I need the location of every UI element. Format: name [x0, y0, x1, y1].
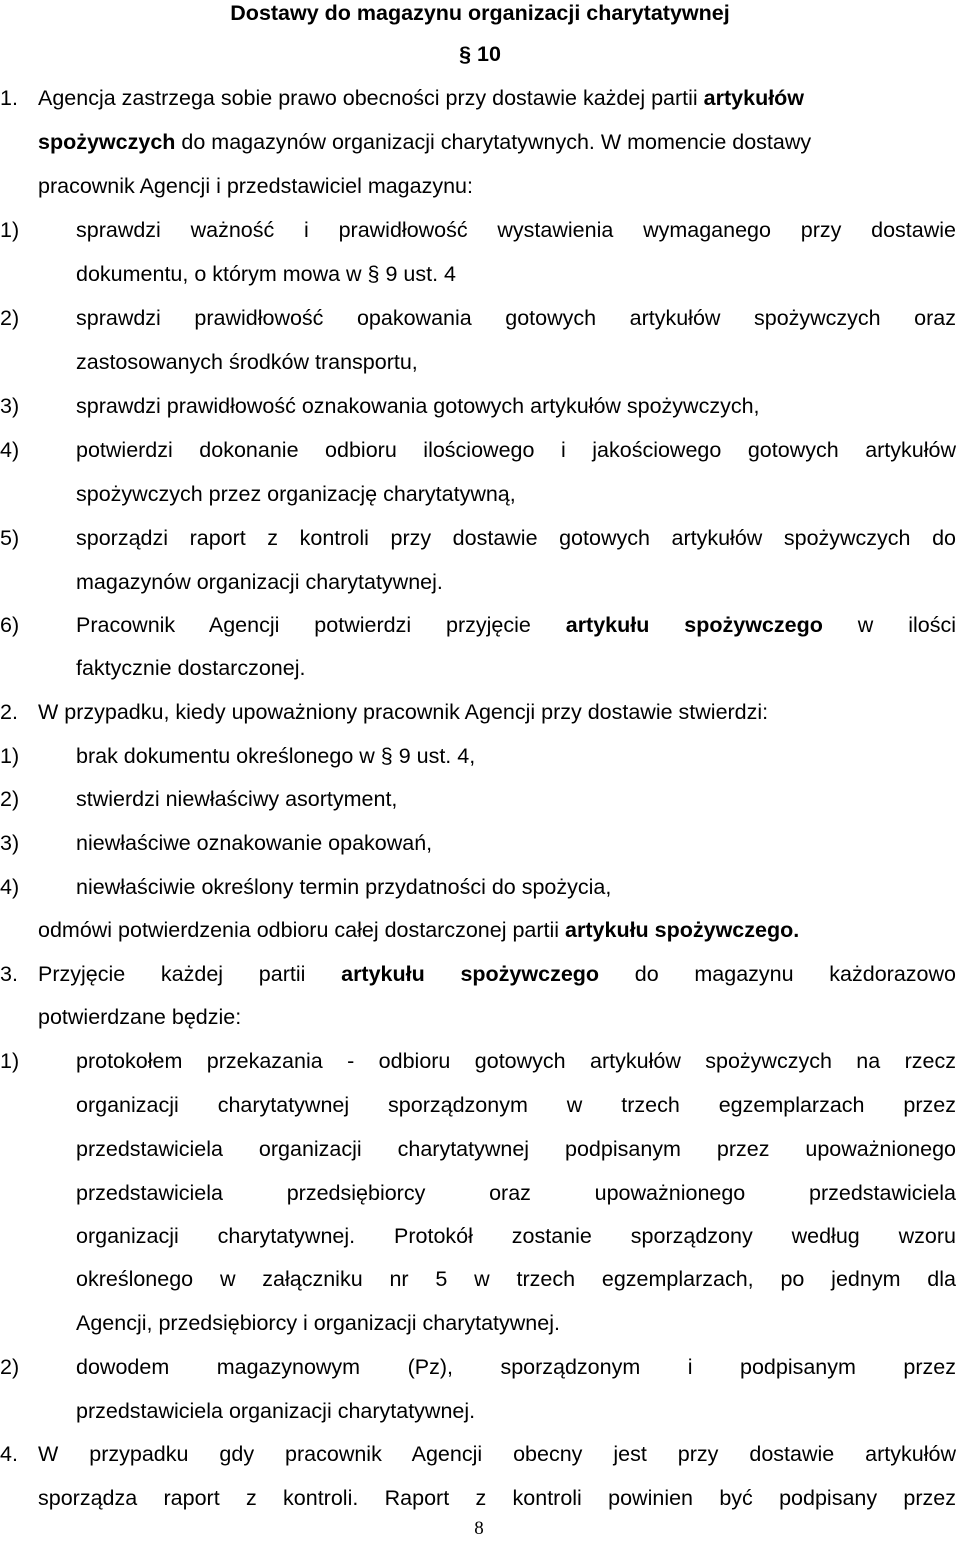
p2-item-3-line-1: niewłaściwe oznakowanie opakowań,: [76, 831, 433, 855]
p3-item-1-line-4: przedstawiciela przedsiębiorcy oraz upoważnionego przedstawiciela: [76, 1181, 956, 1205]
p3-item-1-line-3: przedstawiciela organizacji charytatywnej podpisanym przez upoważnionego: [76, 1137, 956, 1161]
p2-item-2-number: 2): [0, 787, 20, 811]
p1-item-5-line-2: magazynów organizacji charytatywnej.: [76, 570, 443, 594]
paragraph-2-tail: odmówi potwierdzenia odbioru całej dostarczonej partii artykułu spożywczego.: [38, 918, 800, 942]
paragraph-4-line-1: W przypadku gdy pracownik Agencji obecny jest przy dostawie artykułów: [38, 1442, 956, 1466]
p2-item-1-number: 1): [0, 744, 20, 768]
p1-item-6-number: 6): [0, 613, 20, 637]
p1-item-4-line-2: spożywczych przez organizację charytatywną,: [76, 482, 516, 506]
paragraph-1-line-3: pracownik Agencji i przedstawiciel magazynu:: [38, 174, 473, 198]
p1-item-2-line-2: zastosowanych środków transportu,: [76, 350, 418, 374]
p3-item-1-line-2: organizacji charytatywnej sporządzonym w trzech egzemplarzach przez: [76, 1093, 956, 1117]
p1-item-6-line-1: Pracownik Agencji potwierdzi przyjęcie artykułu spożywczego w ilości: [76, 613, 956, 637]
p2-item-2-line-1: stwierdzi niewłaściwy asortyment,: [76, 787, 398, 811]
paragraph-3-line-2: potwierdzane będzie:: [38, 1005, 242, 1029]
paragraph-2-line-1: W przypadku, kiedy upoważniony pracownik Agencji przy dostawie stwierdzi:: [38, 700, 769, 724]
p1-item-6-line-2: faktycznie dostarczonej.: [76, 656, 306, 680]
p3-item-1-line-6: określonego w załączniku nr 5 w trzech egzemplarzach, po jednym dla: [76, 1267, 956, 1291]
section-number: § 10: [459, 42, 501, 66]
p1-item-4-line-1: potwierdzi dokonanie odbioru ilościowego i jakościowego gotowych artykułów: [76, 438, 956, 462]
p3-item-1-number: 1): [0, 1049, 20, 1073]
p3-item-1-line-1: protokołem przekazania - odbioru gotowych artykułów spożywczych na rzecz: [76, 1049, 956, 1073]
p1-item-5-number: 5): [0, 526, 20, 550]
p1-item-3-number: 3): [0, 394, 20, 418]
paragraph-2-number: 2.: [0, 700, 18, 724]
p1-item-4-number: 4): [0, 438, 20, 462]
p3-item-2-line-1: dowodem magazynowym (Pz), sporządzonym i podpisanym przez: [76, 1355, 956, 1379]
p2-item-4-line-1: niewłaściwie określony termin przydatności do spożycia,: [76, 875, 612, 899]
p1-item-1-line-1: sprawdzi ważność i prawidłowość wystawienia wymaganego przy dostawie: [76, 218, 956, 242]
p2-item-3-number: 3): [0, 831, 20, 855]
p2-item-1-line-1: brak dokumentu określonego w § 9 ust. 4,: [76, 744, 476, 768]
paragraph-4-line-2: sporządza raport z kontroli. Raport z kontroli powinien być podpisany przez: [38, 1486, 956, 1510]
paragraph-3-number: 3.: [0, 962, 18, 986]
paragraph-1-line-2: spożywczych do magazynów organizacji charytatywnych. W momencie dostawy: [38, 130, 812, 154]
paragraph-4-number: 4.: [0, 1442, 18, 1466]
p1-item-1-number: 1): [0, 218, 20, 242]
paragraph-3-line-1: Przyjęcie każdej partii artykułu spożywczego do magazynu każdorazowo: [38, 962, 956, 986]
document-heading: Dostawy do magazynu organizacji charytatywnej: [230, 1, 730, 25]
p1-item-2-number: 2): [0, 306, 20, 330]
p1-item-5-line-1: sporządzi raport z kontroli przy dostawie gotowych artykułów spożywczych do: [76, 526, 956, 550]
p1-item-3-line-1: sprawdzi prawidłowość oznakowania gotowych artykułów spożywczych,: [76, 394, 760, 418]
p3-item-1-line-5: organizacji charytatywnej. Protokół zostanie sporządzony według wzoru: [76, 1224, 956, 1248]
paragraph-1-number: 1.: [0, 86, 18, 110]
p3-item-2-number: 2): [0, 1355, 20, 1379]
p1-item-1-line-2: dokumentu, o którym mowa w § 9 ust. 4: [76, 262, 456, 286]
p3-item-2-line-2: przedstawiciela organizacji charytatywnej.: [76, 1399, 476, 1423]
p1-item-2-line-1: sprawdzi prawidłowość opakowania gotowych artykułów spożywczych oraz: [76, 306, 956, 330]
p3-item-1-line-7: Agencji, przedsiębiorcy i organizacji charytatywnej.: [76, 1311, 560, 1335]
p2-item-4-number: 4): [0, 875, 20, 899]
page-number: 8: [474, 1518, 484, 1539]
